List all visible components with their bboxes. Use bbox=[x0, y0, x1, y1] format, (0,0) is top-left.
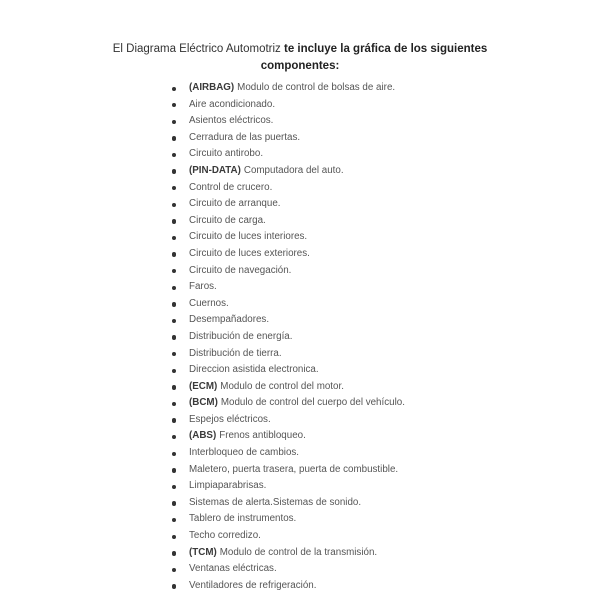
component-text: Frenos antibloqueo. bbox=[219, 430, 306, 442]
list-item bbox=[172, 180, 405, 197]
component-text: Modulo de control del cuerpo del vehículo. bbox=[220, 397, 405, 409]
component-code: (TCM) bbox=[189, 546, 217, 558]
bullet-icon bbox=[172, 568, 176, 572]
list-item bbox=[172, 528, 405, 545]
component-code: (ABS) bbox=[189, 430, 217, 442]
bullet-icon bbox=[172, 236, 176, 240]
heading-normal-text: El Diagrama Eléctrico Automotriz bbox=[112, 43, 285, 55]
bullet-icon bbox=[172, 269, 176, 273]
bullet-icon bbox=[172, 551, 176, 555]
list-item bbox=[172, 561, 405, 578]
bullet-icon bbox=[172, 535, 176, 539]
list-item bbox=[172, 163, 405, 180]
bullet-icon bbox=[172, 468, 176, 472]
list-item bbox=[172, 146, 405, 163]
component-list bbox=[172, 80, 405, 594]
list-item bbox=[172, 246, 405, 263]
list-item bbox=[172, 379, 405, 396]
component-text: Control de crucero. bbox=[189, 181, 273, 193]
bullet-icon bbox=[172, 501, 176, 505]
list-item bbox=[172, 362, 405, 379]
heading-line-2: componentes: bbox=[260, 60, 340, 72]
list-item bbox=[172, 478, 405, 495]
bullet-icon bbox=[172, 286, 176, 290]
list-item bbox=[172, 428, 405, 445]
component-text: Modulo de control de la transmisión. bbox=[219, 546, 378, 558]
list-item bbox=[172, 395, 405, 412]
bullet-icon bbox=[172, 369, 176, 373]
component-text: Espejos eléctricos. bbox=[189, 413, 271, 425]
bullet-icon bbox=[172, 485, 176, 489]
list-item bbox=[172, 196, 405, 213]
list-item bbox=[172, 346, 405, 363]
component-text: Circuito de navegación. bbox=[189, 264, 292, 276]
component-text: Faros. bbox=[189, 281, 217, 293]
bullet-icon bbox=[172, 169, 176, 173]
component-text: Techo corredizo. bbox=[189, 530, 261, 542]
list-item bbox=[172, 263, 405, 280]
list-item bbox=[172, 545, 405, 562]
component-code: (AIRBAG) bbox=[189, 82, 235, 93]
component-text: Distribución de tierra. bbox=[189, 347, 282, 359]
bullet-icon bbox=[172, 584, 176, 588]
list-item bbox=[172, 312, 405, 329]
component-text: Limpiaparabrisas. bbox=[189, 480, 267, 492]
list-item bbox=[172, 130, 405, 147]
list-item bbox=[172, 213, 405, 230]
component-text: Maletero, puerta trasera, puerta de combustible. bbox=[189, 463, 399, 475]
list-item bbox=[172, 578, 405, 595]
list-item bbox=[172, 445, 405, 462]
component-text: Circuito de luces interiores. bbox=[189, 231, 308, 243]
bullet-icon bbox=[172, 402, 176, 406]
list-item bbox=[172, 511, 405, 528]
heading-line-1 bbox=[0, 41, 600, 58]
list-item bbox=[172, 80, 405, 97]
component-text: Circuito de luces exteriores. bbox=[189, 247, 310, 259]
bullet-icon bbox=[172, 103, 176, 107]
bullet-icon bbox=[172, 352, 176, 356]
bullet-icon bbox=[172, 219, 176, 223]
bullet-icon bbox=[172, 319, 176, 323]
component-text: Tablero de instrumentos. bbox=[189, 513, 297, 525]
list-item bbox=[172, 113, 405, 130]
bullet-icon bbox=[172, 136, 176, 140]
bullet-icon bbox=[172, 335, 176, 339]
component-text: Cerradura de las puertas. bbox=[189, 131, 301, 143]
bullet-icon bbox=[172, 87, 176, 91]
list-item bbox=[172, 329, 405, 346]
bullet-icon bbox=[172, 153, 176, 157]
component-text: Ventanas eléctricas. bbox=[189, 563, 277, 575]
heading-bold-text: te incluye la gráfica de los siguientes bbox=[284, 43, 488, 55]
bullet-icon bbox=[172, 186, 176, 190]
component-text: Distribución de energía. bbox=[189, 330, 293, 342]
component-code: (PIN-DATA) bbox=[189, 164, 241, 176]
bullet-icon bbox=[172, 435, 176, 439]
component-text: Cuernos. bbox=[189, 297, 229, 309]
component-text: Modulo de control del motor. bbox=[220, 380, 344, 392]
component-text: Sistemas de alerta.Sistemas de sonido. bbox=[189, 496, 362, 508]
component-text: Modulo de control de bolsas de aire. bbox=[237, 82, 396, 93]
list-item bbox=[172, 462, 405, 479]
bullet-icon bbox=[172, 252, 176, 256]
component-code: (BCM) bbox=[189, 397, 218, 409]
component-text: Desempañadores. bbox=[189, 314, 270, 326]
bullet-icon bbox=[172, 120, 176, 124]
list-item bbox=[172, 296, 405, 313]
component-code: (ECM) bbox=[189, 380, 218, 392]
list-item bbox=[172, 279, 405, 296]
bullet-icon bbox=[172, 302, 176, 306]
component-text: Direccion asistida electronica. bbox=[189, 364, 319, 376]
bullet-icon bbox=[172, 518, 176, 522]
bullet-icon bbox=[172, 203, 176, 207]
list-item bbox=[172, 495, 405, 512]
document-heading bbox=[0, 41, 600, 75]
list-item bbox=[172, 412, 405, 429]
list-item bbox=[172, 97, 405, 114]
bullet-icon bbox=[172, 418, 176, 422]
bullet-icon bbox=[172, 385, 176, 389]
component-text: Circuito antirobo. bbox=[189, 148, 264, 160]
component-text: Computadora del auto. bbox=[243, 164, 344, 176]
list-item bbox=[172, 229, 405, 246]
component-text: Asientos eléctricos. bbox=[189, 115, 274, 127]
component-text: Circuito de arranque. bbox=[189, 198, 281, 210]
component-text: Ventiladores de refrigeración. bbox=[189, 579, 317, 591]
component-text: Circuito de carga. bbox=[189, 214, 266, 226]
component-text: Aire acondicionado. bbox=[189, 98, 276, 110]
bullet-icon bbox=[172, 452, 176, 456]
component-text: Interbloqueo de cambios. bbox=[189, 447, 300, 459]
